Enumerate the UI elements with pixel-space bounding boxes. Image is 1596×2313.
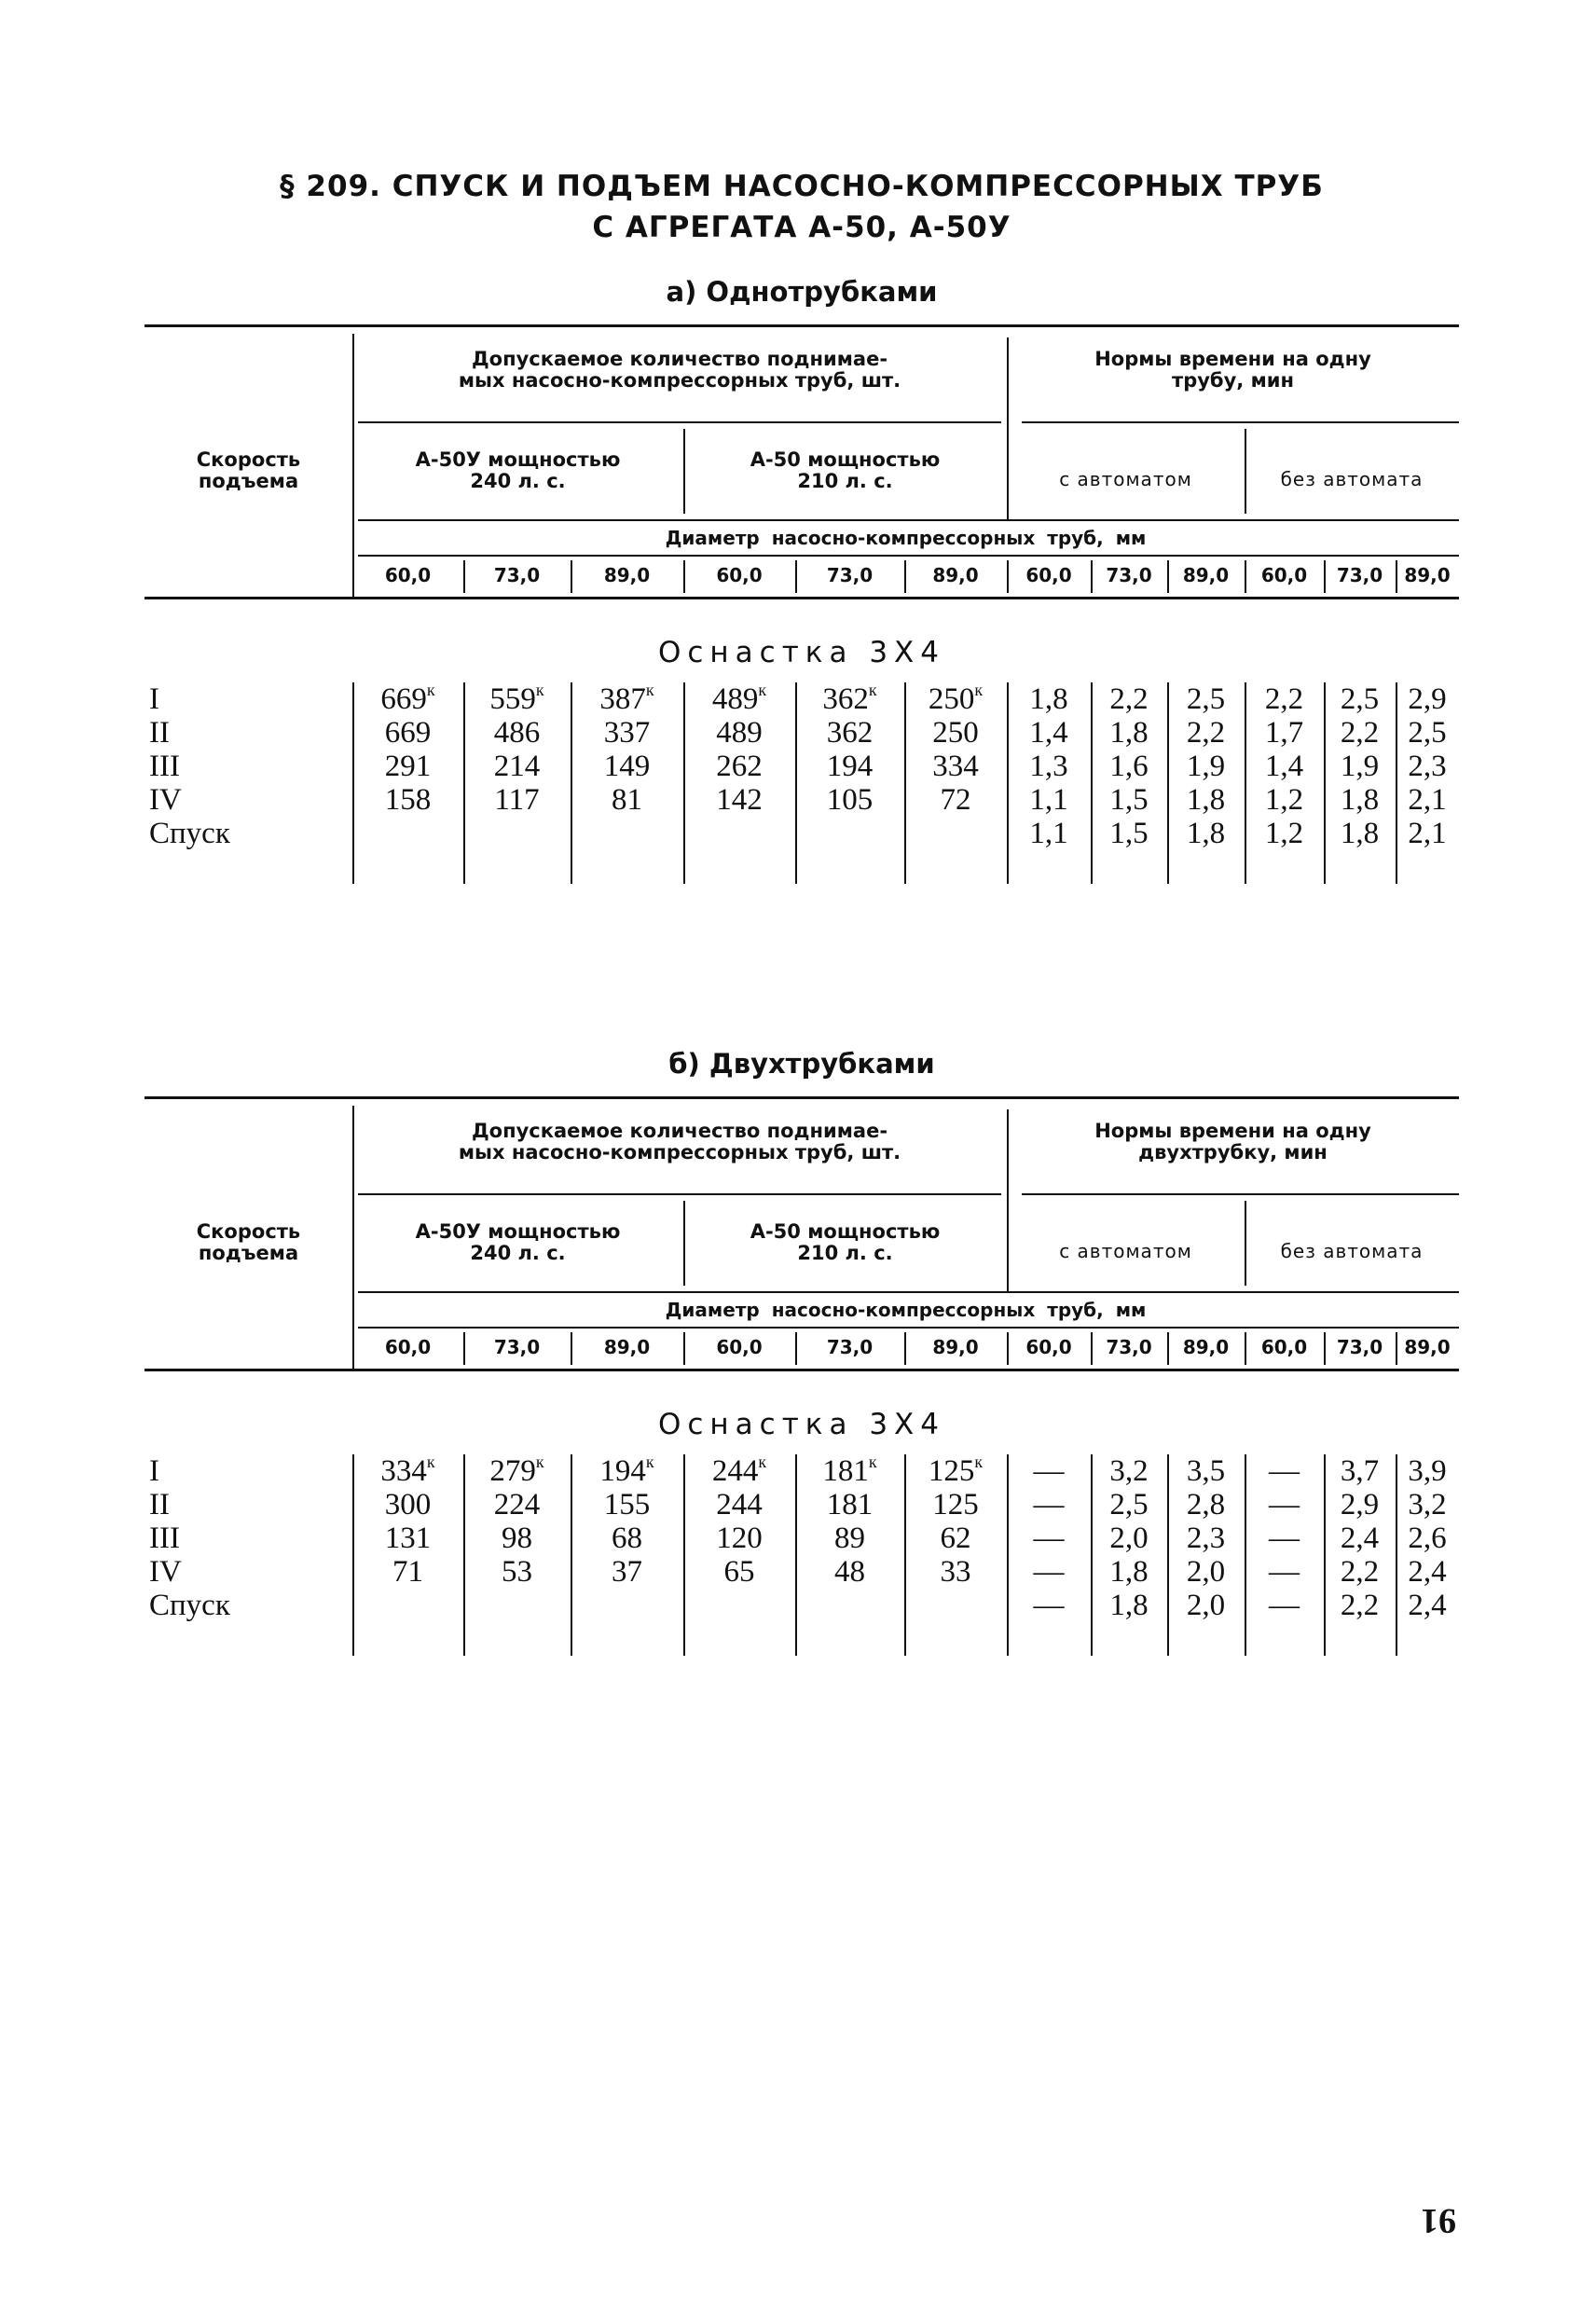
time-norm-cell: 1,2 — [1264, 817, 1304, 850]
a50u-header: А-50У мощностью 240 л. с. — [415, 448, 621, 492]
time-norm-cell: — — [1269, 1555, 1300, 1589]
diameter-cell: 73,0 — [493, 564, 541, 586]
diameter-cell: 60,0 — [1025, 1336, 1072, 1358]
time-norm-cell: 1,8 — [1109, 1555, 1149, 1589]
count-cell — [571, 1521, 683, 1555]
diameter-cell-divider — [1396, 560, 1397, 593]
diameter-cell: 89,0 — [1404, 1336, 1451, 1358]
count-cell — [683, 1454, 795, 1488]
count-cell — [352, 682, 463, 716]
time-norm-cell: 2,2 — [1264, 682, 1304, 716]
count-value: 158 — [384, 783, 432, 817]
count-value: 105 — [826, 783, 874, 817]
count-cell — [795, 1454, 904, 1488]
diameter-cell-divider — [683, 560, 685, 593]
row-label: I — [149, 1454, 159, 1488]
time-norm-cell: 3,2 — [1408, 1488, 1447, 1521]
diameter-cell-divider — [571, 560, 572, 593]
count-cell — [904, 1488, 1007, 1521]
diameter-cell-divider — [1324, 1332, 1326, 1365]
count-value: 262 — [716, 750, 763, 783]
count-cell — [795, 682, 904, 716]
time-norm-cell: 2,5 — [1340, 682, 1380, 716]
count-value: 155 — [603, 1488, 651, 1521]
time-norm-cell: 2,2 — [1340, 1589, 1380, 1622]
subheader-rule — [358, 1291, 1459, 1293]
count-value: 37 — [612, 1555, 642, 1589]
count-value: 194 — [599, 1454, 646, 1488]
count-cell — [795, 750, 904, 783]
count-value: 669 — [384, 716, 432, 750]
time-norm-cell: 1,3 — [1029, 750, 1068, 783]
row-label: II — [149, 1488, 170, 1521]
table-top-rule — [144, 324, 1459, 327]
diameter-rule — [358, 1327, 1459, 1329]
count-cell — [352, 1488, 463, 1521]
time-norm-cell: 1,7 — [1264, 716, 1304, 750]
count-value: 334 — [380, 1454, 427, 1488]
crane-marker: к — [645, 1453, 654, 1471]
row-label: IV — [149, 1555, 182, 1589]
count-value: 244 — [711, 1454, 759, 1488]
count-value: 62 — [940, 1521, 971, 1555]
time-norm-cell: 1,8 — [1029, 682, 1068, 716]
diameter-cell: 60,0 — [1260, 1336, 1308, 1358]
count-cell — [463, 1521, 571, 1555]
count-cell — [463, 783, 571, 817]
count-value: 291 — [384, 750, 432, 783]
count-value: 142 — [716, 783, 763, 817]
count-value: 279 — [489, 1454, 536, 1488]
a50-header: А-50 мощностью 210 л. с. — [750, 1220, 941, 1264]
with-automat-header: с автоматом — [1059, 468, 1192, 490]
count-value: 489 — [716, 716, 763, 750]
count-value: 362 — [826, 716, 874, 750]
crane-marker: к — [426, 681, 435, 699]
time-norm-cell: 1,4 — [1264, 750, 1304, 783]
count-cell — [795, 783, 904, 817]
time-norm-cell: — — [1033, 1488, 1065, 1521]
without-automat-header: без автомата — [1280, 1240, 1424, 1262]
diameter-cell: 60,0 — [384, 1336, 432, 1358]
time-norm-cell: 2,3 — [1408, 750, 1447, 783]
page-number: 91 — [1421, 2201, 1456, 2240]
count-cell — [795, 1521, 904, 1555]
time-norm-cell: 2,9 — [1408, 682, 1447, 716]
count-value: 72 — [940, 783, 971, 817]
subheader-divider — [1245, 429, 1246, 514]
count-cell — [352, 750, 463, 783]
time-norm-cell: 2,3 — [1186, 1521, 1226, 1555]
osnastka-label: Оснастка 3Х4 — [657, 1408, 946, 1441]
count-cell — [904, 1454, 1007, 1488]
count-group-rule — [358, 421, 1001, 423]
row-label: III — [149, 750, 180, 783]
diameter-cell: 89,0 — [932, 1336, 979, 1358]
crane-marker: к — [426, 1453, 435, 1471]
diameter-cell: 73,0 — [1336, 564, 1383, 586]
row-label: Спуск — [149, 817, 230, 850]
crane-marker: к — [535, 1453, 544, 1471]
time-norm-cell: 1,8 — [1186, 783, 1226, 817]
row-label: III — [149, 1521, 180, 1555]
time-norm-cell: 2,9 — [1340, 1488, 1380, 1521]
count-value: 125 — [932, 1488, 979, 1521]
crane-marker: к — [974, 1453, 984, 1471]
count-value: 81 — [612, 783, 642, 817]
crane-marker: к — [758, 681, 767, 699]
count-cell — [683, 682, 795, 716]
count-value: 53 — [502, 1555, 532, 1589]
diameter-cell: 60,0 — [1260, 564, 1308, 586]
count-cell — [352, 1521, 463, 1555]
diameter-cell-divider — [795, 560, 797, 593]
count-value: 125 — [928, 1454, 975, 1488]
time-norm-cell: 2,1 — [1408, 783, 1447, 817]
diameter-cell-divider — [1007, 560, 1009, 593]
with-automat-header: с автоматом — [1059, 1240, 1192, 1262]
diameter-cell-divider — [1091, 560, 1093, 593]
time-norm-cell: 1,5 — [1109, 817, 1149, 850]
time-norm-cell: — — [1033, 1454, 1065, 1488]
diameter-cell-divider — [904, 560, 906, 593]
time-norm-cell: 1,4 — [1029, 716, 1068, 750]
count-cell — [571, 716, 683, 750]
time-norm-cell: 2,5 — [1109, 1488, 1149, 1521]
count-cell — [683, 1488, 795, 1521]
diameter-cell-divider — [463, 1332, 465, 1365]
count-cell — [683, 783, 795, 817]
subheader-rule — [358, 519, 1459, 521]
crane-marker: к — [535, 681, 544, 699]
time-norm-cell: 1,5 — [1109, 783, 1149, 817]
count-value: 486 — [493, 716, 541, 750]
diameter-cell-divider — [1324, 560, 1326, 593]
diameter-cell: 89,0 — [603, 1336, 651, 1358]
norms-group-rule — [1022, 1193, 1459, 1195]
count-cell — [904, 750, 1007, 783]
count-cell — [352, 1454, 463, 1488]
count-cell — [904, 1521, 1007, 1555]
time-norm-cell: 1,1 — [1029, 817, 1068, 850]
count-value: 33 — [940, 1555, 971, 1589]
count-value: 181 — [826, 1488, 874, 1521]
count-cell — [571, 1454, 683, 1488]
time-norm-cell: 1,1 — [1029, 783, 1068, 817]
time-norm-cell: 2,1 — [1408, 817, 1447, 850]
time-norm-cell: 2,0 — [1186, 1555, 1226, 1589]
count-value: 362 — [822, 682, 869, 716]
row-label: I — [149, 682, 159, 716]
table-header-bottom-rule — [144, 1369, 1459, 1371]
diameter-cell-divider — [904, 1332, 906, 1365]
count-value: 250 — [928, 682, 975, 716]
time-norm-cell: 2,0 — [1109, 1521, 1149, 1555]
crane-marker: к — [645, 681, 654, 699]
count-cell — [463, 1454, 571, 1488]
count-cell — [683, 750, 795, 783]
count-cell — [463, 1488, 571, 1521]
table-header-bottom-rule — [144, 597, 1459, 599]
time-norm-cell: 2,4 — [1408, 1555, 1447, 1589]
time-norm-cell: 2,0 — [1186, 1589, 1226, 1622]
time-norm-cell: 3,2 — [1109, 1454, 1149, 1488]
diameter-cell-divider — [463, 560, 465, 593]
count-value: 224 — [493, 1488, 541, 1521]
count-value: 120 — [716, 1521, 763, 1555]
subheader-divider — [1245, 1201, 1246, 1286]
count-cell — [463, 1555, 571, 1589]
time-norm-cell: 2,5 — [1408, 716, 1447, 750]
diameter-cell-divider — [1007, 1332, 1009, 1365]
diameter-cell-divider — [683, 1332, 685, 1365]
diameter-cell: 60,0 — [1025, 564, 1072, 586]
diameter-cell-divider — [1245, 560, 1246, 593]
count-cell — [571, 1488, 683, 1521]
time-norm-cell: 1,8 — [1186, 817, 1226, 850]
table-top-rule — [144, 1096, 1459, 1099]
count-value: 489 — [711, 682, 759, 716]
osnastka-label: Оснастка 3Х4 — [657, 636, 946, 669]
count-cell — [463, 750, 571, 783]
time-norm-cell: 2,5 — [1186, 682, 1226, 716]
group-divider — [1007, 337, 1009, 519]
diameter-cell-divider — [1167, 560, 1169, 593]
count-value: 181 — [822, 1454, 869, 1488]
diameter-cell: 73,0 — [1336, 1336, 1383, 1358]
diameter-cell-divider — [1396, 1332, 1397, 1365]
norms-group-rule — [1022, 421, 1459, 423]
subheader-divider — [683, 1201, 685, 1286]
crane-marker: к — [974, 681, 984, 699]
time-norm-cell: — — [1269, 1454, 1300, 1488]
count-value: 194 — [826, 750, 874, 783]
count-group-header: Допускаемое количество поднимае- мых насосно-компрессорных труб, шт. — [458, 1120, 901, 1163]
time-norm-cell: 1,8 — [1109, 1589, 1149, 1622]
diameter-cell: 73,0 — [1106, 1336, 1152, 1358]
diameter-cell: 89,0 — [603, 564, 651, 586]
diameter-cell-divider — [795, 1332, 797, 1365]
diameter-cell: 73,0 — [826, 564, 874, 586]
count-cell — [571, 750, 683, 783]
count-value: 559 — [489, 682, 536, 716]
count-cell — [683, 1521, 795, 1555]
count-value: 334 — [932, 750, 979, 783]
diameter-cell: 73,0 — [493, 1336, 541, 1358]
time-norm-cell: — — [1269, 1521, 1300, 1555]
count-cell — [571, 783, 683, 817]
count-cell — [904, 716, 1007, 750]
count-cell — [904, 682, 1007, 716]
count-cell — [571, 682, 683, 716]
diameter-cell: 89,0 — [1182, 564, 1230, 586]
count-cell — [352, 1555, 463, 1589]
speed-header: Скорость подъема — [196, 1220, 301, 1264]
row-label: IV — [149, 783, 182, 817]
count-value: 65 — [723, 1555, 755, 1589]
count-cell — [352, 716, 463, 750]
norms-group-header: Нормы времени на одну трубу, мин — [1094, 348, 1371, 392]
diameter-header: Диаметр насосно-компрессорных труб, мм — [665, 527, 1147, 549]
a50-header: А-50 мощностью 210 л. с. — [750, 448, 941, 492]
speed-header: Скорость подъема — [196, 448, 301, 492]
row-label: II — [149, 716, 170, 750]
time-norm-cell: 3,7 — [1340, 1454, 1380, 1488]
count-cell — [683, 1555, 795, 1589]
count-value: 149 — [603, 750, 651, 783]
count-value: 300 — [384, 1488, 432, 1521]
count-cell — [904, 1555, 1007, 1589]
crane-marker: к — [868, 681, 877, 699]
time-norm-cell: 2,6 — [1408, 1521, 1447, 1555]
time-norm-cell: 3,5 — [1186, 1454, 1226, 1488]
count-value: 244 — [716, 1488, 763, 1521]
time-norm-cell: 1,9 — [1340, 750, 1380, 783]
count-cell — [463, 716, 571, 750]
count-value: 337 — [603, 716, 651, 750]
count-group-header: Допускаемое количество поднимае- мых насосно-компрессорных труб, шт. — [458, 348, 901, 392]
count-value: 98 — [502, 1521, 532, 1555]
count-value: 89 — [834, 1521, 865, 1555]
count-value: 387 — [599, 682, 646, 716]
section-subtitle: б) Двухтрубками — [668, 1048, 935, 1080]
diameter-cell: 73,0 — [1106, 564, 1152, 586]
page-title-line2: С АГРЕГАТА А-50, А-50У — [592, 211, 1011, 244]
time-norm-cell: — — [1033, 1589, 1065, 1622]
count-value: 68 — [612, 1521, 642, 1555]
diameter-cell-divider — [1245, 1332, 1246, 1365]
time-norm-cell: 2,8 — [1186, 1488, 1226, 1521]
time-norm-cell: 2,2 — [1186, 716, 1226, 750]
section-subtitle: а) Однотрубками — [666, 276, 938, 308]
diameter-cell-divider — [1167, 1332, 1169, 1365]
time-norm-cell: 2,4 — [1408, 1589, 1447, 1622]
count-cell — [795, 716, 904, 750]
a50u-header: А-50У мощностью 240 л. с. — [415, 1220, 621, 1264]
count-cell — [904, 783, 1007, 817]
crane-marker: к — [868, 1453, 877, 1471]
row-label: Спуск — [149, 1589, 230, 1622]
norms-group-header: Нормы времени на одну двухтрубку, мин — [1094, 1120, 1371, 1163]
diameter-rule — [358, 555, 1459, 557]
diameter-cell: 89,0 — [1182, 1336, 1230, 1358]
subheader-divider — [683, 429, 685, 514]
count-cell — [352, 783, 463, 817]
count-value: 214 — [493, 750, 541, 783]
diameter-cell-divider — [1091, 1332, 1093, 1365]
diameter-cell-divider — [571, 1332, 572, 1365]
time-norm-cell: 2,2 — [1340, 1555, 1380, 1589]
time-norm-cell: 3,9 — [1408, 1454, 1447, 1488]
diameter-header: Диаметр насосно-компрессорных труб, мм — [665, 1299, 1147, 1321]
page-title-line1: § 209. СПУСК И ПОДЪЕМ НАСОСНО-КОМПРЕССОРНЫХ ТРУБ — [280, 170, 1324, 203]
count-value: 71 — [392, 1555, 423, 1589]
count-cell — [463, 682, 571, 716]
count-value: 250 — [932, 716, 979, 750]
count-cell — [795, 1488, 904, 1521]
group-divider — [1007, 1109, 1009, 1291]
time-norm-cell: 2,2 — [1340, 716, 1380, 750]
count-group-rule — [358, 1193, 1001, 1195]
time-norm-cell: 2,4 — [1340, 1521, 1380, 1555]
diameter-cell: 89,0 — [932, 564, 979, 586]
count-cell — [571, 1555, 683, 1589]
time-norm-cell: 1,8 — [1340, 817, 1380, 850]
time-norm-cell: — — [1033, 1555, 1065, 1589]
crane-marker: к — [758, 1453, 767, 1471]
time-norm-cell: — — [1269, 1589, 1300, 1622]
diameter-cell: 60,0 — [716, 1336, 763, 1358]
count-value: 669 — [380, 682, 427, 716]
count-value: 131 — [384, 1521, 432, 1555]
count-cell — [795, 1555, 904, 1589]
count-value: 48 — [834, 1555, 865, 1589]
diameter-cell: 73,0 — [826, 1336, 874, 1358]
time-norm-cell: 2,2 — [1109, 682, 1149, 716]
count-cell — [683, 716, 795, 750]
count-value: 117 — [494, 783, 540, 817]
time-norm-cell: 1,6 — [1109, 750, 1149, 783]
time-norm-cell: 1,8 — [1340, 783, 1380, 817]
time-norm-cell: — — [1269, 1488, 1300, 1521]
time-norm-cell: 1,2 — [1264, 783, 1304, 817]
time-norm-cell: 1,9 — [1186, 750, 1226, 783]
diameter-cell: 60,0 — [384, 564, 432, 586]
without-automat-header: без автомата — [1280, 468, 1424, 490]
diameter-cell: 89,0 — [1404, 564, 1451, 586]
time-norm-cell: — — [1033, 1521, 1065, 1555]
time-norm-cell: 1,8 — [1109, 716, 1149, 750]
diameter-cell: 60,0 — [716, 564, 763, 586]
